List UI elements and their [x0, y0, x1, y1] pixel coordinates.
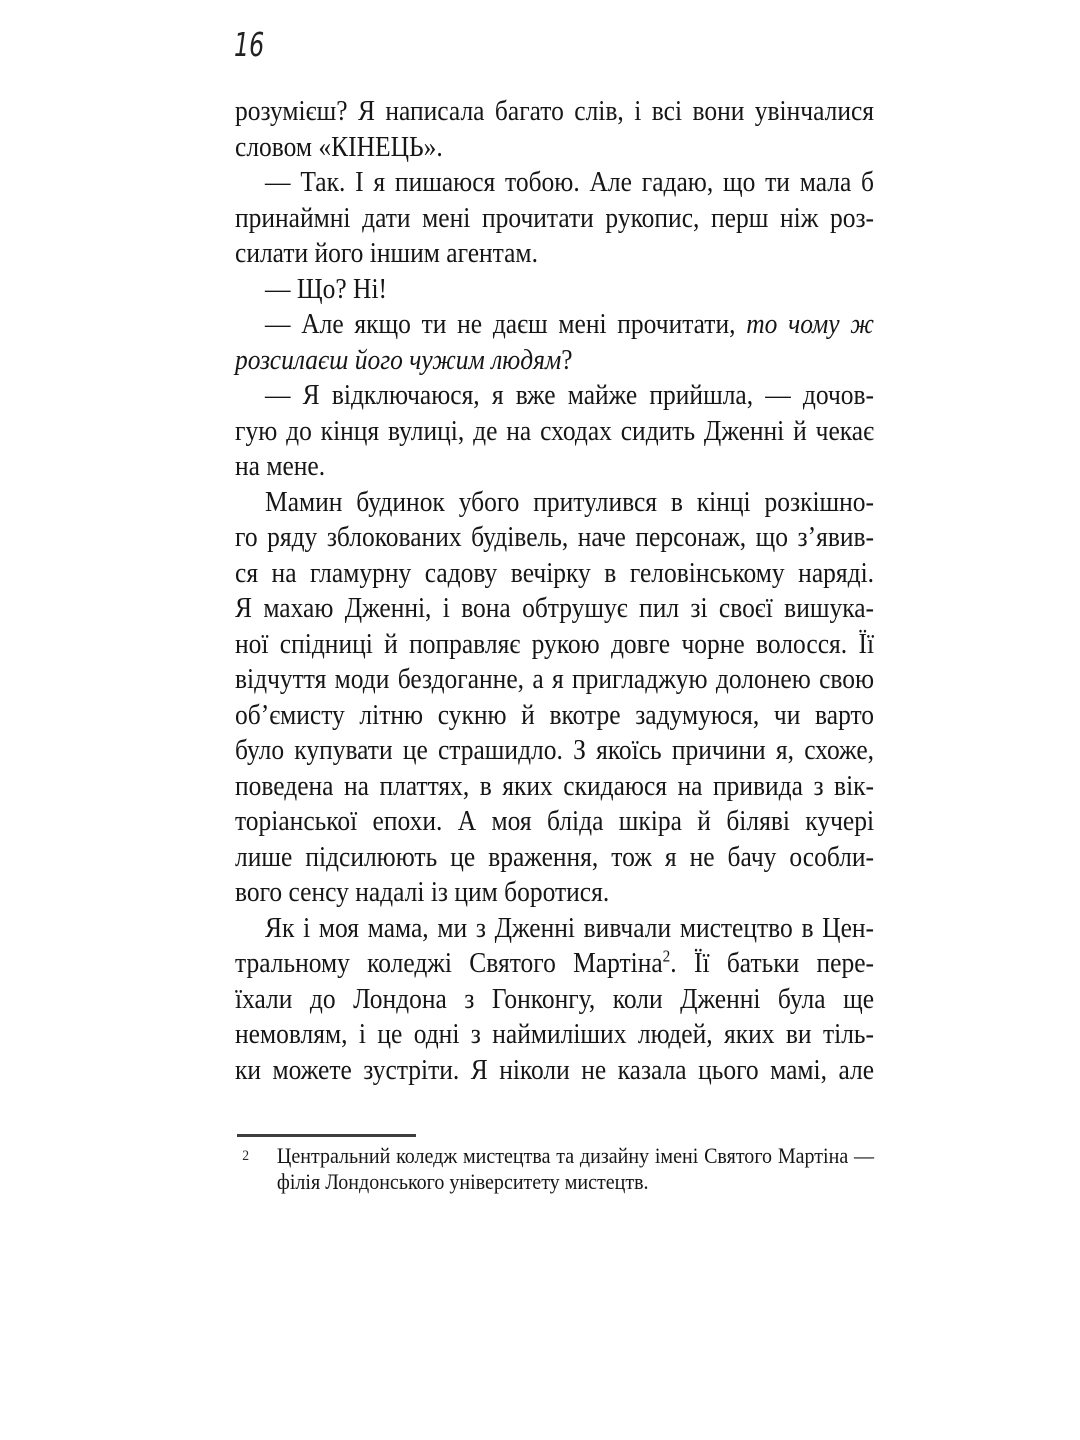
text-line	[235, 165, 874, 201]
text-segment: силати його іншим агентам.	[235, 238, 538, 269]
text-line	[235, 449, 874, 485]
text-line	[235, 804, 874, 840]
text-line	[235, 343, 874, 379]
text-line	[235, 662, 874, 698]
text-segment: Мамин будинок убого притулився в кінці розкішно-	[265, 486, 875, 518]
text-segment: розсилаєш його чужим людям	[235, 344, 562, 376]
text-line	[235, 1053, 874, 1089]
text-segment: було купувати це страшидло. З якоїсь причини я, схоже,	[235, 735, 875, 766]
text-line	[235, 1017, 874, 1053]
text-segment: лише підсилюють це враження, тож я не бачу особли-	[235, 841, 875, 873]
text-segment: — Так. І я пишаюся тобою. Але гадаю, що ти мала б	[265, 167, 875, 198]
text-segment: — Я відключаюся, я вже майже прийшла, — дочов-	[265, 380, 875, 411]
text-segment: їхали до Лондона з Гонконгу, коли Дженні була ще	[235, 983, 875, 1015]
text-line	[235, 378, 874, 414]
text-line	[235, 840, 874, 876]
text-line	[235, 307, 874, 343]
text-line	[235, 627, 874, 663]
text-segment: філія Лондонського університету мистецтв.	[276, 1169, 649, 1194]
text-segment: вого сенсу надалі із цим боротися.	[235, 877, 610, 908]
text-segment: . Її батьки пере-	[670, 948, 875, 979]
text-segment: Я махаю Дженні, і вона обтрушує пил зі своєї вишука-	[235, 593, 875, 624]
text-line	[235, 591, 874, 627]
text-line	[277, 1169, 874, 1195]
text-line	[235, 414, 874, 450]
text-segment: відчуття моди бездоганне, а я пригладжую долонею свою	[235, 664, 875, 695]
text-segment: об’ємисту літню сукню й вкотре задумуюся, чи варто	[235, 699, 875, 731]
text-segment: го ряду зблокованих будівель, наче персонаж, що з’явив-	[235, 522, 875, 553]
text-segment: словом «КІНЕЦЬ».	[235, 131, 443, 163]
text-line	[235, 94, 874, 130]
text-segment: — Але якщо ти не даєш мені прочитати,	[265, 309, 747, 340]
text-segment: ?	[561, 344, 573, 376]
footnote-marker: 2	[242, 1148, 250, 1164]
text-line	[235, 201, 874, 237]
text-segment: поведена на платтях, в яких скидаюся на привида з вік-	[235, 770, 875, 802]
text-segment: Центральний коледж мистецтва та дизайну імені Святого Мартіна —	[276, 1143, 875, 1168]
text-line	[235, 236, 874, 272]
text-line	[235, 556, 874, 592]
text-segment: торіанської епохи. А моя бліда шкіра й біляві кучері	[235, 806, 875, 837]
text-line	[235, 698, 874, 734]
footnote-text	[235, 1143, 874, 1195]
text-segment: Як і моя мама, ми з Дженні вивчали мистецтво в Цен-	[265, 912, 875, 944]
footnote-reference: 2	[662, 946, 671, 966]
page-number: 16	[234, 25, 265, 64]
text-segment: принаймні дати мені прочитати рукопис, перш ніж роз-	[235, 202, 875, 234]
text-segment: тральному коледжі Святого Мартіна	[235, 948, 663, 979]
text-segment: немовлям, і це одні з наймиліших людей, яких ви тіль-	[235, 1019, 875, 1050]
text-segment: на мене.	[235, 451, 326, 482]
footnote-separator-rule	[237, 1134, 416, 1137]
body-text-block	[235, 94, 874, 1088]
text-segment: гую до кінця вулиці, де на сходах сидить Дженні й чекає	[235, 415, 875, 447]
text-line	[235, 982, 874, 1018]
text-segment: ся на гламурну садову вечірку в геловінському наряді.	[235, 557, 875, 589]
text-line	[277, 1143, 874, 1169]
text-segment: то чому ж	[746, 309, 875, 340]
text-segment: ки можете зустріти. Я ніколи не казала цього мамі, але	[235, 1054, 875, 1086]
text-line	[235, 130, 874, 166]
text-line	[235, 520, 874, 556]
text-segment: розумієш? Я написала багато слів, і всі вони увінчалися	[235, 96, 875, 127]
text-line	[235, 875, 874, 911]
footnote	[235, 1143, 874, 1195]
text-line	[235, 272, 874, 308]
text-line	[235, 733, 874, 769]
text-segment: — Що? Ні!	[265, 273, 388, 305]
text-segment: ної спідниці й поправляє рукою довге чорне волосся. Її	[235, 628, 875, 660]
text-line	[235, 946, 874, 982]
text-line	[235, 911, 874, 947]
text-line	[235, 485, 874, 521]
text-line	[235, 769, 874, 805]
